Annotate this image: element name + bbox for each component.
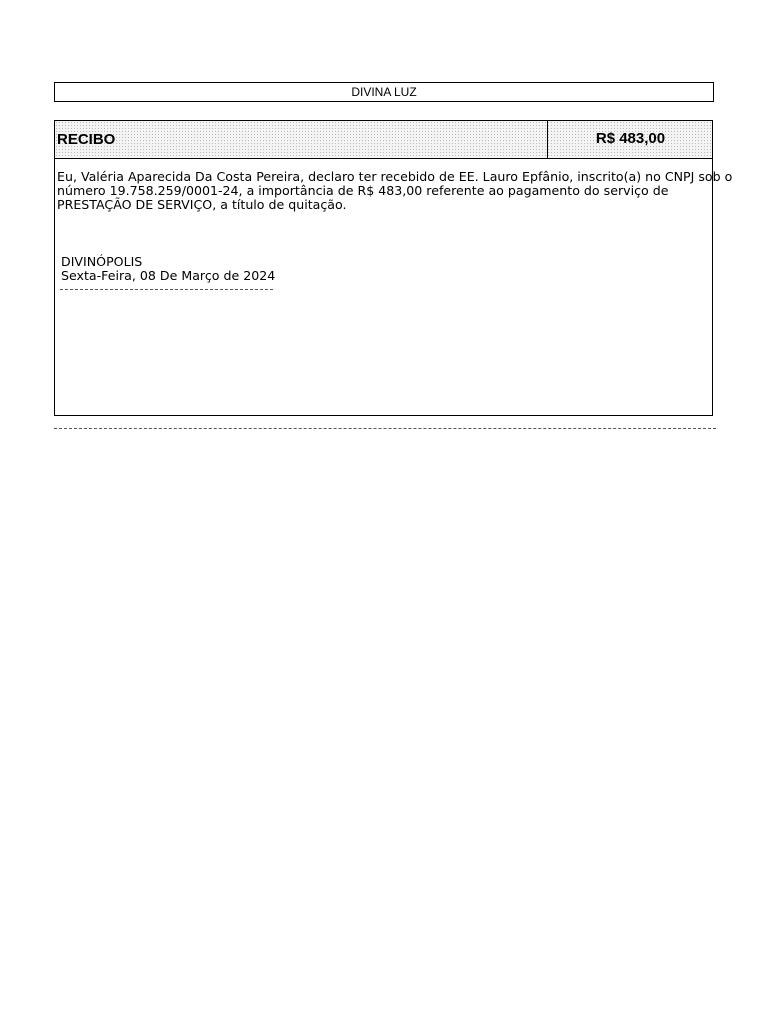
receipt-body	[57, 169, 733, 212]
receipt-body-line: Eu, Valéria Aparecida Da Costa Pereira, declaro ter recebido de EE. Lauro Epfânio, inscrito(a) no CNPJ sob o	[57, 169, 733, 184]
company-name: DIVINA LUZ	[351, 85, 417, 99]
receipt-amount: R$ 483,00	[595, 130, 666, 147]
cut-line	[54, 428, 716, 429]
company-header	[54, 82, 714, 102]
receipt-title: RECIBO	[55, 121, 548, 158]
receipt-title-row	[55, 121, 712, 159]
receipt-date: Sexta-Feira, 08 De Março de 2024	[61, 268, 276, 283]
receipt-place: DIVINÓPOLIS	[61, 254, 143, 269]
receipt-body-line: número 19.758.259/0001-24, a importância de R$ 483,00 referente ao pagamento do serviço de	[57, 183, 669, 198]
receipt-box	[54, 120, 733, 416]
receipt-body-line: PRESTAÇÃO DE SERVIÇO, a título de quitação.	[57, 197, 347, 212]
signature-line	[60, 289, 273, 290]
